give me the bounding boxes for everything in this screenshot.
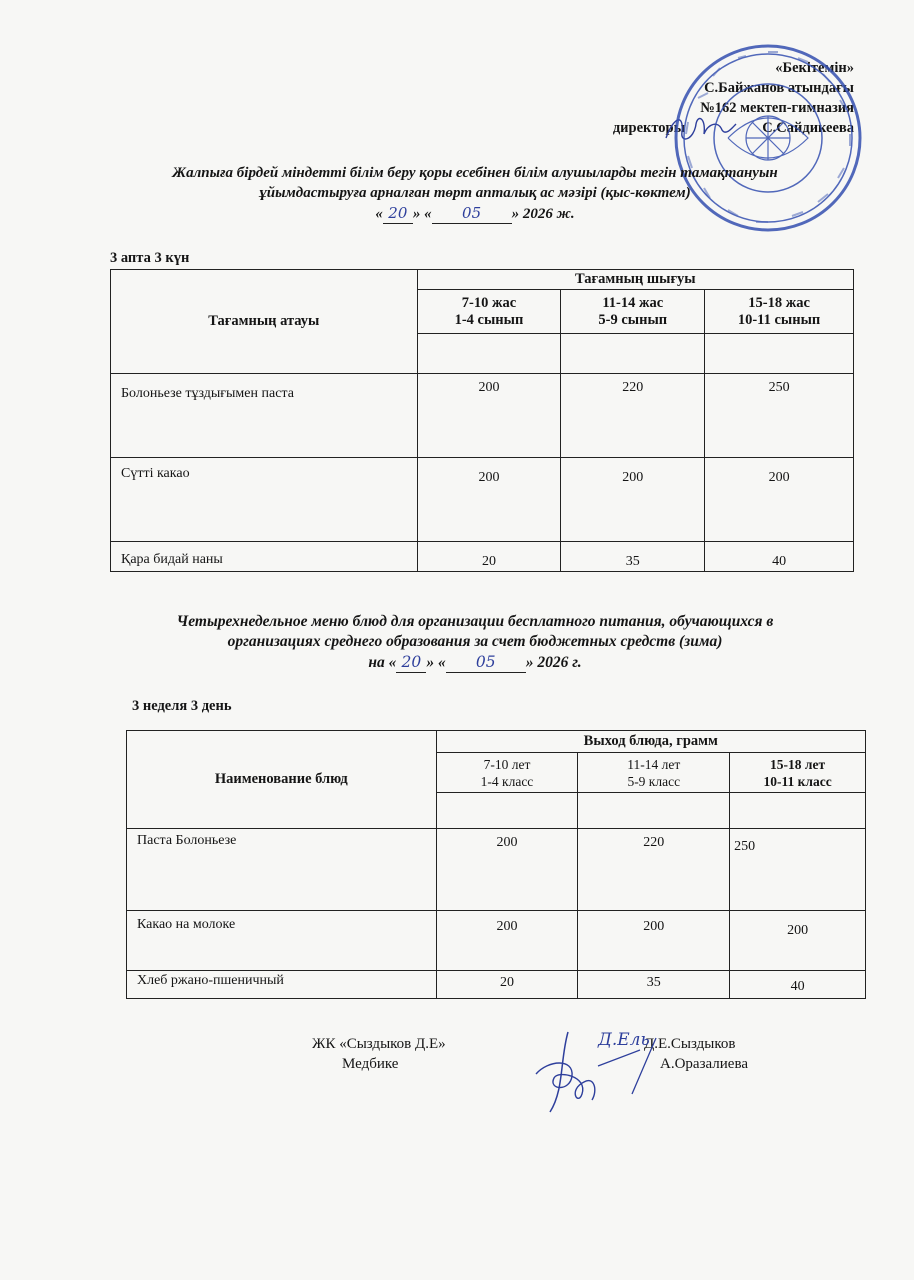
kz-date-day: 20 (383, 203, 413, 224)
ru-title (80, 612, 870, 673)
ru-title-line-2: организациях среднего образования за счет бюджетных средств (зима) (227, 633, 723, 650)
portion-value: 200 (730, 911, 866, 971)
portion-value: 35 (578, 971, 730, 999)
kz-date-month: 05 (432, 203, 512, 224)
portion-value: 200 (578, 911, 730, 971)
approval-title: «Бекітемін» (775, 60, 854, 76)
ru-menu-table (126, 730, 866, 999)
portion-value: 200 (436, 911, 578, 971)
ru-group-1-header: 7-10 лет 1-4 класс (436, 753, 578, 793)
footer-left (312, 1034, 446, 1074)
table-row (111, 458, 854, 542)
dish-name: Болоньезе тұздығымен паста (111, 374, 418, 458)
ru-date-month: 05 (446, 652, 526, 673)
portion-value: 200 (417, 374, 561, 458)
kz-menu-table (110, 269, 854, 572)
signer-name-2: А.Оразалиева (660, 1056, 749, 1072)
approval-school-line: С.Байжанов атындағы (704, 80, 854, 96)
dish-name: Сүтті какао (111, 458, 418, 542)
portion-value: 220 (578, 829, 730, 911)
ru-group-3-header: 15-18 лет 10-11 класс (730, 753, 866, 793)
portion-value: 200 (561, 458, 705, 542)
kz-col-name-header: Тағамның атауы (111, 270, 418, 374)
portion-value: 20 (417, 542, 561, 572)
kz-col-output-header: Тағамның шығуы (417, 270, 853, 290)
kz-group-1-header: 7-10 жас 1-4 сынып (417, 290, 561, 334)
handwritten-signature-text: Д.Ель (598, 1030, 650, 1050)
portion-value: 200 (417, 458, 561, 542)
kz-date-open: « (375, 206, 383, 222)
kz-group-2-header: 11-14 жас 5-9 сынып (561, 290, 705, 334)
ru-col-name-header: Наименование блюд (127, 731, 437, 829)
table-row (111, 374, 854, 458)
company-name: ЖК «Сыздыков Д.Е» (312, 1036, 446, 1052)
ru-date-prefix: на « (368, 654, 397, 671)
kz-date-year: » 2026 ж. (511, 206, 575, 222)
portion-value: 220 (561, 374, 705, 458)
ru-group-2-header: 11-14 лет 5-9 класс (578, 753, 730, 793)
kz-date-mid: » « (412, 206, 432, 222)
dish-name: Қара бидай наны (111, 542, 418, 572)
kz-section-label: 3 апта 3 күн (110, 250, 190, 266)
dish-name: Паста Болоньезе (127, 829, 437, 911)
kz-group-3-header: 15-18 жас 10-11 сынып (705, 290, 854, 334)
dish-name: Какао на молоке (127, 911, 437, 971)
ru-date-line (80, 652, 870, 673)
approval-school-number: №162 мектеп-гимназия (700, 100, 854, 116)
portion-value: 40 (730, 971, 866, 999)
portion-value: 200 (436, 829, 578, 911)
portion-value: 250 (730, 829, 866, 911)
portion-value: 250 (705, 374, 854, 458)
portion-value: 20 (436, 971, 578, 999)
table-row (127, 829, 866, 911)
approval-director-name: С.Сайдикеева (762, 120, 854, 136)
ru-date-mid: » « (426, 654, 446, 671)
kz-title-line-2: ұйымдастыруға арналған төрт апталық ас мәзірі (қыс-көктем) (259, 185, 691, 201)
kz-title-line-1: Жалпыға бірдей міндетті білім беру қоры есебінен білім алушыларды тегін тамақтануын (172, 165, 778, 181)
ru-col-output-header: Выход блюда, грамм (436, 731, 865, 753)
signer-name-1: Д.Е.Сыздыков (644, 1036, 736, 1052)
portion-value: 40 (705, 542, 854, 572)
table-row (127, 911, 866, 971)
ru-date-day: 20 (396, 652, 426, 673)
ru-title-line-1: Четырехнедельное меню блюд для организации бесплатного питания, обучающихся в (176, 613, 774, 630)
kz-title (80, 163, 870, 224)
dish-name: Хлеб ржано-пшеничный (127, 971, 437, 999)
ru-section-label: 3 неделя 3 день (132, 698, 232, 714)
nurse-signature (528, 1030, 678, 1116)
kz-date-line (80, 203, 870, 224)
table-row (127, 971, 866, 999)
ru-date-year: » 2026 г. (525, 654, 582, 671)
nurse-label: Медбике (342, 1056, 399, 1072)
table-row (111, 542, 854, 572)
approval-director-label: директоры (612, 120, 685, 136)
portion-value: 200 (705, 458, 854, 542)
portion-value: 35 (561, 542, 705, 572)
